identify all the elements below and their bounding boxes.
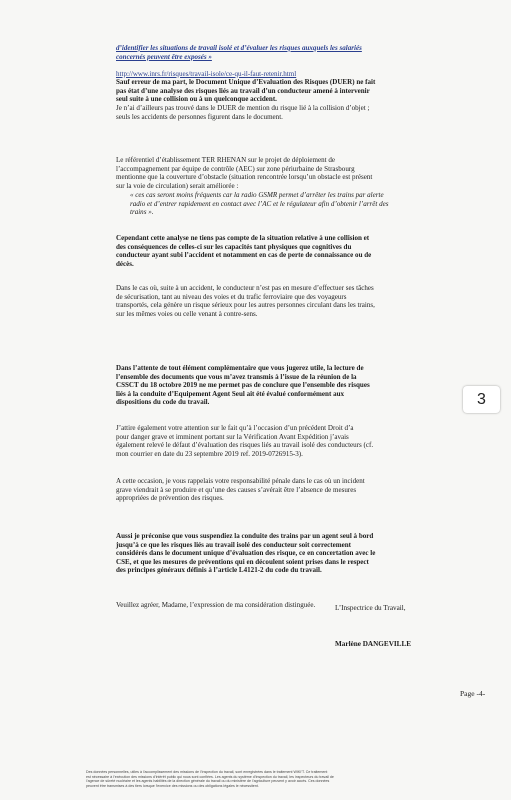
footer-line: est nécessaire à l’exécution des missions d’intérêt public qui nous sont confiées. Les agents du système d’inspection du travail, les inspecteurs du travail de — [86, 774, 334, 779]
paragraph-p7 — [116, 234, 471, 268]
text-line: Sauf erreur de ma part, le Document Unique d’Evaluation des Risques (DUER) ne fait — [116, 78, 376, 86]
text-line: appropriées de prévention des risques. — [116, 494, 224, 502]
text-line: CSE, et que les mesures de préventions qui en découlent soient prises dans le respect — [116, 557, 369, 566]
paragraph-p5 — [116, 156, 471, 190]
paragraph-p9 — [116, 364, 471, 407]
text-line: dispositions du code du travail. — [116, 398, 210, 406]
text-line: grave viendrait à se produire et qu’une des causes s’avérait être l’absence de mesures — [116, 485, 357, 494]
paragraph-p8 — [116, 284, 471, 318]
text-line: jusqu’à ce que les risques liés au travail isolé des conducteur soit correctement — [116, 540, 352, 549]
text-line: Dans l’attente de tout élément complémentaire que vous jugerez utile, la lecture de — [116, 364, 364, 372]
text-line: de sécurisation, tant au niveau des voies et du trafic ferroviaire que des voyageurs — [116, 292, 347, 301]
text-line: Le référentiel d’établissement TER RHENAN sur le projet de déploiement de — [116, 156, 336, 164]
footer-line: Des données personnelles, utiles à l’accomplissement des missions de l’inspection du travail, sont enregistrées dans le traitement WIKI'T. Ce traitement — [86, 770, 328, 774]
privacy-footer — [86, 770, 496, 788]
text-line: des conséquences de celles-ci sur les capacités tant physiques que cognitives du — [116, 242, 352, 251]
text-line: pas état d’une analyse des risques liés au travail d’un conducteur amené à intervenir — [116, 86, 370, 95]
text-line: liés à la conduite d’Equipement Agent Seul ait été évalué conformément aux — [116, 389, 345, 398]
signature-name: Marlène DANGEVILLE — [335, 640, 412, 648]
text-line: seuls les accidents de personnes figurent dans le document. — [116, 112, 283, 121]
text-line: décès. — [116, 259, 134, 268]
text-line: J’attire également votre attention sur le fait qu’à l’occasion d’un précédent Droit d’a — [116, 424, 354, 432]
text-line: radio et d’entrer rapidement en contact avec l’AC et le régulateur afin d’obtenir l’arrêt des — [130, 199, 389, 208]
page-badge[interactable]: 3 — [463, 386, 500, 413]
paragraph-p12 — [116, 532, 471, 575]
paragraph-p1 — [116, 44, 471, 61]
text-line: A cette occasion, je vous rappelais votre responsabilité pénale dans le cas où un incident — [116, 477, 365, 485]
text-line[interactable]: http://www.inrs.fr/risques/travail-isole/ce-qu-il-faut-retenir.html — [116, 70, 297, 78]
text-line: considérés dans le document unique d’évaluation des risque, ce en concertation avec le — [116, 549, 376, 557]
text-line: l’accompagnement par équipe de contrôle (AEC) sur zone périurbaine de Strasbourg — [116, 164, 355, 173]
text-line: trains ». — [130, 208, 154, 216]
text-line[interactable]: concernés peuvent être exposés » — [116, 52, 212, 61]
text-line: l’ensemble des documents que vous m’avez transmis à l’issue de la réunion de la — [116, 372, 357, 381]
text-line: sur les mêmes voies ou celle venant à contre-sens. — [116, 309, 258, 318]
signature-title: L’Inspectrice du Travail, — [335, 604, 406, 612]
text-line: pour danger grave et imminent portant sur la Vérification Avant Expédition j’avais — [116, 432, 349, 441]
text-line: sur la voie de circulation) serait améliorée : — [116, 181, 239, 190]
page-number: Page -4- — [460, 689, 486, 698]
text-line: Cependant cette analyse ne tiens pas compte de la situation relative à une collision et — [116, 234, 370, 242]
text-line: mon courrier en date du 23 septembre 2019 ref. 2019-0726915-3). — [116, 449, 303, 458]
paragraph-p4 — [116, 104, 471, 121]
text-line: Veuillez agréer, Madame, l’expression de ma considération distinguée. — [116, 601, 316, 609]
text-line: transportés, cela génère un risque sérieux pour les autres personnes circulant dans les trains, — [116, 301, 375, 309]
text-line: Aussi je préconise que vous suspendiez la conduite des trains par un agent seul à bord — [116, 532, 374, 540]
paragraph-p6 — [116, 191, 471, 217]
text-line[interactable]: d’identifier les situations de travail isolé et d’évaluer les risques auxquels les salariés — [116, 44, 362, 52]
footer-line: peuvent être transmises à des tiers lorsque l’exercice des missions ou des obligations légales le nécessitent. — [86, 783, 259, 788]
footer-line: l’agence de sûreté nucléaire et les agents habilités de la direction générale du travail ou du ministère de l’agriculture peuvent y avoir accès. Ces données — [86, 779, 330, 783]
text-line: « ces cas seront moins fréquents car la radio GSMR permet d’arrêter les trains par alerte — [130, 191, 384, 199]
text-line: CSSCT du 18 octobre 2019 ne me permet pas de conclure que l’ensemble des risques — [116, 381, 370, 389]
text-line: Dans le cas où, suite à un accident, le conducteur n’est pas en mesure d’effectuer ses tâches — [116, 284, 374, 292]
text-line: Je n’ai d’ailleurs pas trouvé dans le DUER de mention du risque lié à la collision d’objet ; — [116, 104, 370, 112]
paragraph-p10 — [116, 424, 471, 458]
paragraph-p11 — [116, 477, 471, 503]
text-line: des principes généraux définis à l’article L4121-2 du code du travail. — [116, 566, 322, 574]
text-line: seul suite à une collision ou à un quelconque accident. — [116, 95, 277, 103]
text-line: également relevé le défaut d’évaluation des risques liés au travail isolé des conducteurs (cf. — [116, 441, 374, 449]
text-line: conducteur ayant subi l’accident et notamment en cas de perte de connaissance ou de — [116, 251, 372, 259]
paragraph-p3 — [116, 78, 471, 104]
text-line: mentionne que la couverture d’obstacle (situation rencontrée lorsqu’un obstacle est présent — [116, 173, 373, 181]
